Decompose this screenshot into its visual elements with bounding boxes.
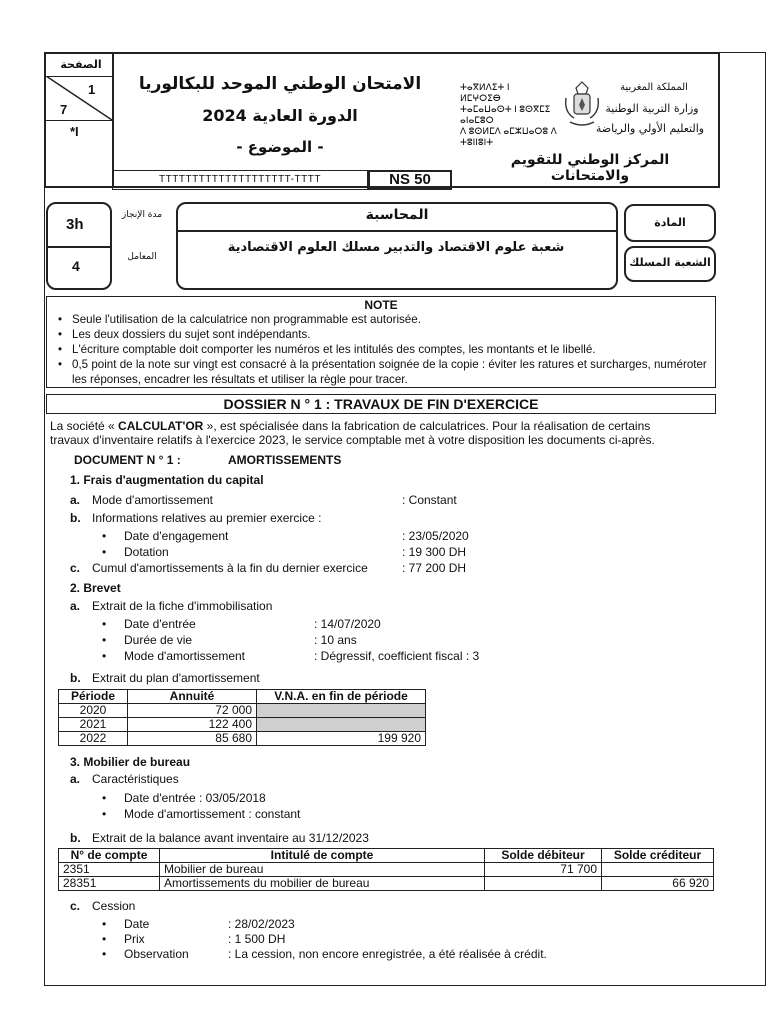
s1-b1-label: • Date d'engagement bbox=[124, 528, 228, 544]
duration-label: مدة الإنجاز bbox=[121, 210, 163, 220]
page-mark: *I bbox=[70, 124, 79, 139]
filiere-value: شعبة علوم الاقتصاد والتدبير مسلك العلوم الاقتصادية bbox=[227, 240, 565, 255]
note-item: • L'écriture comptable doit comporter les numéros et les intitulés des comptes, les montants et le libellé. bbox=[58, 342, 708, 357]
s1-b-label: Informations relatives au premier exercice : bbox=[92, 511, 322, 525]
exam-title: الامتحان الوطني الموحد للبكالوريا bbox=[138, 74, 422, 94]
filiere-label: الشعبة المسلك bbox=[629, 256, 711, 269]
item-letter: a. bbox=[70, 772, 81, 786]
kingdom-ar: المملكة المغربية bbox=[620, 82, 688, 93]
table-header-row bbox=[59, 690, 426, 704]
evaluation-center: المركز الوطني للتقويم والامتحانات bbox=[510, 152, 670, 184]
table-row bbox=[59, 704, 426, 718]
col-header: Solde créditeur bbox=[602, 849, 714, 863]
s1-a-label: Mode d'amortissement bbox=[92, 493, 214, 507]
divider bbox=[176, 230, 618, 232]
col-header: V.N.A. en fin de période bbox=[257, 690, 426, 704]
table-row bbox=[59, 718, 426, 732]
s3-c2-value: : 1 500 DH bbox=[228, 932, 286, 946]
dossier-title: DOSSIER N ° 1 : TRAVAUX DE FIN D'EXERCICE bbox=[46, 394, 716, 414]
company-name: CALCULAT'OR bbox=[118, 419, 204, 433]
exam-code: TTTTTTTTTTTTTTTTTTTT-TTTT bbox=[112, 170, 368, 190]
page-number: 1 bbox=[88, 82, 96, 97]
exam-session: الدورة العادية 2024 bbox=[202, 106, 358, 125]
s2-a-label: Extrait de la fiche d'immobilisation bbox=[92, 599, 273, 613]
s2-a1-label: • Date d'entrée bbox=[124, 616, 196, 632]
page-total: 7 bbox=[60, 102, 68, 117]
cell: 199 920 bbox=[257, 732, 426, 746]
col-header: Période bbox=[59, 690, 128, 704]
amortization-plan-table bbox=[58, 689, 426, 746]
page-fraction-diagonal bbox=[46, 76, 112, 120]
s3-c3-label: • Observation bbox=[124, 946, 189, 962]
s2-a2-label: • Durée de vie bbox=[124, 632, 192, 648]
duration-value: 3h bbox=[66, 216, 84, 233]
s3-b-label: Extrait de la balance avant inventaire au 31/12/2023 bbox=[92, 831, 369, 845]
s2-a3-value: : Dégressif, coefficient fiscal : 3 bbox=[314, 649, 480, 663]
s3-a-label: Caractéristiques bbox=[92, 772, 179, 786]
divider bbox=[46, 120, 112, 121]
intro-prefix: La société « bbox=[50, 419, 119, 433]
s1-b1-value: : 23/05/2020 bbox=[402, 529, 469, 543]
cell: Mobilier de bureau bbox=[160, 863, 485, 877]
s1-c-label: Cumul d'amortissements à la fin du dernier exercice bbox=[92, 561, 368, 575]
coefficient-label: المعامل bbox=[127, 252, 157, 262]
subject-type: - الموضوع - bbox=[236, 138, 324, 156]
col-header: Annuité bbox=[128, 690, 257, 704]
col-header: Solde débiteur bbox=[485, 849, 602, 863]
divider bbox=[46, 246, 112, 248]
col-header: Intitulé de compte bbox=[160, 849, 485, 863]
s3-a1: • Date d'entrée : 03/05/2018 bbox=[124, 790, 266, 806]
coefficient-value: 4 bbox=[72, 258, 80, 274]
s2-a2-value: : 10 ans bbox=[314, 633, 357, 647]
document-title: AMORTISSEMENTS bbox=[228, 453, 342, 467]
s1-c-value: : 77 200 DH bbox=[402, 561, 467, 575]
matiere-label: المادة bbox=[654, 216, 686, 229]
note-list bbox=[58, 312, 708, 387]
item-letter: c. bbox=[70, 561, 81, 575]
item-letter: b. bbox=[70, 671, 81, 685]
s1-b2-label: • Dotation bbox=[124, 544, 169, 560]
item-letter: a. bbox=[70, 599, 81, 613]
cell: 85 680 bbox=[128, 732, 257, 746]
s3-c3-value: : La cession, non encore enregistrée, a été réalisée à crédit. bbox=[228, 947, 547, 961]
cell: 2022 bbox=[59, 732, 128, 746]
section-1-title: 1. Frais d'augmentation du capital bbox=[70, 473, 264, 487]
cell: Amortissements du mobilier de bureau bbox=[160, 877, 485, 891]
s2-a3-label: • Mode d'amortissement bbox=[124, 648, 245, 664]
section-3-title: 3. Mobilier de bureau bbox=[70, 755, 191, 769]
cell bbox=[602, 863, 714, 877]
intro-line-2: travaux d'inventaire relatifs à l'exercice 2023, le service comptable met à votre disposition les documents ci-après. bbox=[50, 433, 655, 447]
matiere-value: المحاسبة bbox=[365, 207, 429, 223]
s2-a1-value: : 14/07/2020 bbox=[314, 617, 381, 631]
tifinagh-ministry-2: ⴷ ⵓⵙⵍⵎⴷ ⴰⵎⵣⵡⴰⵔⵓ ⴷ ⵜⵓⵏⵏⵓⵏⵜ bbox=[460, 126, 557, 147]
cell: 72 000 bbox=[128, 704, 257, 718]
tifinagh-kingdom: ⵜⴰⴳⵍⴷⵉⵜ ⵏ ⵍⵎⵖⵔⵉⴱ bbox=[460, 82, 510, 103]
s3-c2-label: • Prix bbox=[124, 931, 145, 947]
s3-c-label: Cession bbox=[92, 899, 136, 913]
note-item: • 0,5 point de la note sur vingt est consacré à la présentation soignée de la copie : éviter les ratures et surcharges, numéroter les réponses, encadrer les résultats et utiliser la règle pour tracer. bbox=[58, 357, 708, 387]
ministry-ar-2: والتعليم الأولي والرياضة bbox=[595, 122, 705, 135]
note-title: NOTE bbox=[364, 298, 398, 312]
item-letter: a. bbox=[70, 493, 81, 507]
cell: 71 700 bbox=[485, 863, 602, 877]
ns-code: NS 50 bbox=[368, 170, 452, 190]
tifinagh-ministry: ⵜⴰⵎⴰⵡⴰⵙⵜ ⵏ ⵓⵙⴳⵎⵉ ⴰⵏⴰⵎⵓⵔ bbox=[460, 104, 551, 125]
s3-c1-value: : 28/02/2023 bbox=[228, 917, 295, 931]
page-label: الصفحة bbox=[60, 58, 102, 71]
s1-a-value: : Constant bbox=[402, 493, 457, 507]
cell: 2021 bbox=[59, 718, 128, 732]
note-item: • Les deux dossiers du sujet sont indépendants. bbox=[58, 327, 708, 342]
ministry-ar: وزارة التربية الوطنية bbox=[605, 102, 699, 115]
page-number-box bbox=[46, 54, 114, 188]
cell bbox=[257, 704, 426, 718]
cell: 28351 bbox=[59, 877, 160, 891]
cell bbox=[257, 718, 426, 732]
table-row bbox=[59, 863, 714, 877]
intro-rest: », est spécialisée dans la fabrication de calculatrices. Pour la réalisation de certains bbox=[203, 419, 651, 433]
cell: 2020 bbox=[59, 704, 128, 718]
balance-table bbox=[58, 848, 714, 891]
item-letter: c. bbox=[70, 899, 81, 913]
item-letter: b. bbox=[70, 511, 81, 525]
table-header-row bbox=[59, 849, 714, 863]
note-item: • Seule l'utilisation de la calculatrice non programmable est autorisée. bbox=[58, 312, 708, 327]
col-header: N° de compte bbox=[59, 849, 160, 863]
s3-c1-label: • Date bbox=[124, 916, 149, 932]
cell: 122 400 bbox=[128, 718, 257, 732]
item-letter: b. bbox=[70, 831, 81, 845]
section-2-title: 2. Brevet bbox=[70, 581, 121, 595]
cell bbox=[485, 877, 602, 891]
cell: 2351 bbox=[59, 863, 160, 877]
cell: 66 920 bbox=[602, 877, 714, 891]
s1-b2-value: : 19 300 DH bbox=[402, 545, 467, 559]
s2-b-label: Extrait du plan d'amortissement bbox=[92, 671, 260, 685]
document-label: DOCUMENT N ° 1 : bbox=[74, 453, 181, 467]
s3-a2: • Mode d'amortissement : constant bbox=[124, 806, 300, 822]
table-row bbox=[59, 877, 714, 891]
table-row bbox=[59, 732, 426, 746]
